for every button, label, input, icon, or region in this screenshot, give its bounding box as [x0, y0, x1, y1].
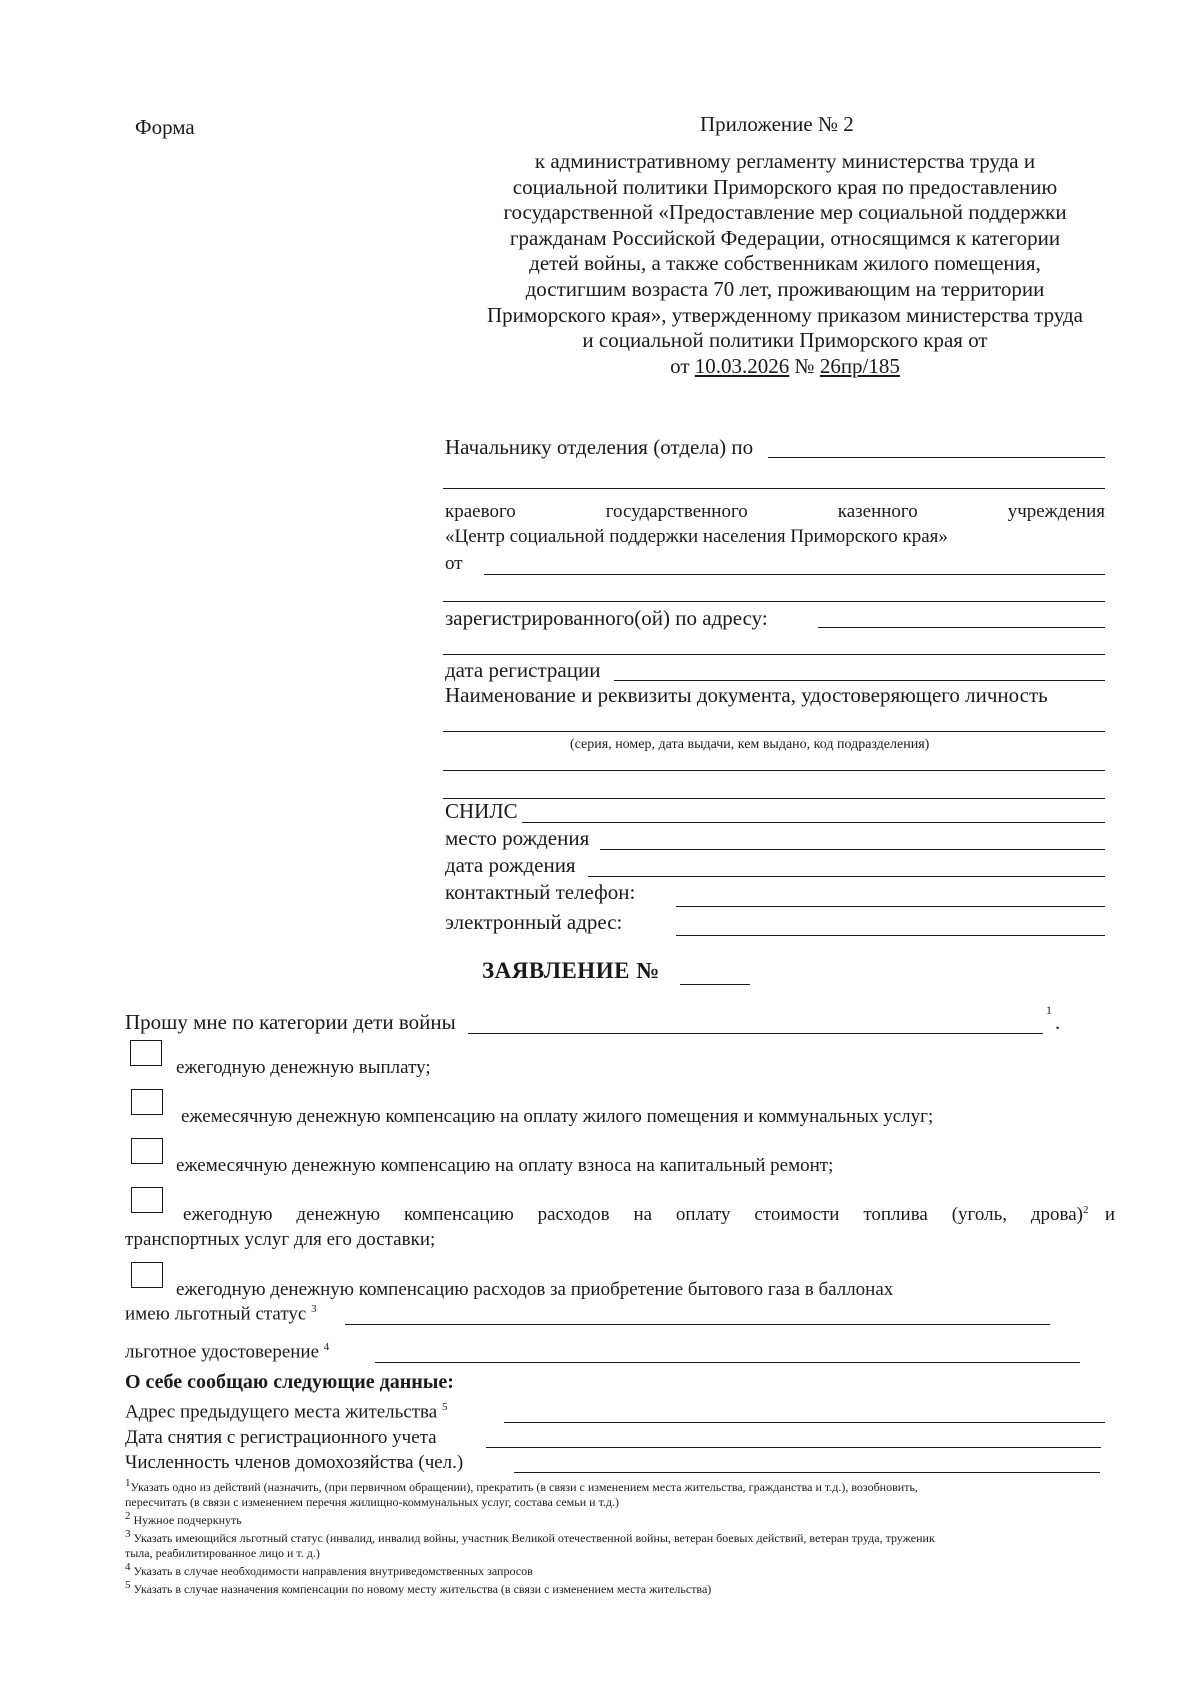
benefit-status-field[interactable] [345, 1324, 1050, 1325]
fuel-tail: и [1104, 1204, 1115, 1225]
registered-address-field[interactable] [818, 627, 1105, 628]
about-heading: О себе сообщаю следующие данные: [125, 1371, 454, 1393]
option-checkbox[interactable] [131, 1262, 163, 1288]
household-size-label: Численность членов домохозяйства (чел.) [125, 1452, 464, 1473]
appendix-line: гражданам Российской Федерации, относящимся к категории [509, 225, 1061, 250]
benefit-certificate-field[interactable] [375, 1362, 1080, 1363]
benefit-status-label: имею льготный статус $^3$ [125, 1303, 317, 1325]
appendix-title: Приложение № 2 [700, 112, 854, 136]
appendix-line: к административному регламенту министерства труда и [534, 149, 1036, 173]
order-reference: от 10.03.2026 № 26пр/185 [670, 353, 900, 378]
institution-line: краевого государственного казенного учреждения [445, 501, 1105, 522]
order-number: 26пр/185 [819, 353, 900, 378]
request-action-field[interactable] [468, 1033, 1043, 1034]
department-field-2[interactable] [443, 488, 1105, 489]
id-document-field-2[interactable] [443, 770, 1105, 771]
id-document-label: Наименование и реквизиты документа, удостоверяющего личность [445, 683, 1048, 707]
id-document-field[interactable] [443, 731, 1105, 732]
footnote-3: $^3$ Указать имеющийся льготный статус (инвалид, инвалид войны, участник Великой отечественной войны, ветеран боевых действий, ветеран труда, труженик тыла, реабилитированное лицо и т. д.) [125, 1528, 935, 1560]
benefit-certificate-label: льготное удостоверение $^4$ [125, 1341, 330, 1363]
deregistration-date-field[interactable] [486, 1447, 1101, 1448]
footnote-1: $^1$Указать одно из действий (назначить, (при первичном обращении), прекратить (в связи с изменением места жительства, гражданства и т.д.), возобновить, пересчитать (в связи с изменением перечня жилищно-коммунальных услуг, состава семьи и т.д.) [125, 1477, 918, 1509]
order-date: 10.03.2026 [694, 353, 790, 378]
request-label: Прошу мне по категории дети войны [125, 1010, 456, 1034]
deregistration-date-label: Дата снятия с регистрационного учета [125, 1427, 437, 1448]
phone-label: контактный телефон: [445, 880, 636, 904]
option-fuel-continuation: транспортных услуг для его доставки; [125, 1229, 436, 1250]
registered-address-field-2[interactable] [443, 654, 1105, 655]
option-capital-repair: ежемесячную денежную компенсацию на оплату взноса на капитальный ремонт; [176, 1155, 834, 1176]
option-checkbox[interactable] [131, 1089, 163, 1115]
appendix-line: детей войны, а также собственникам жилого помещения, [529, 251, 1041, 276]
footnote-4: $^4$ Указать в случае необходимости направления внутриведомственных запросов [125, 1561, 533, 1578]
registration-date-label: дата регистрации [445, 658, 601, 682]
registered-address-label: зарегистрированного(ой) по адресу: [445, 606, 768, 630]
birth-place-label: место рождения [445, 826, 590, 850]
option-checkbox[interactable] [130, 1040, 162, 1066]
institution-name: «Центр социальной поддержки населения Приморского края» [445, 526, 948, 547]
email-label: электронный адрес: [445, 910, 623, 934]
department-field[interactable] [768, 457, 1105, 458]
snils-field[interactable] [522, 822, 1105, 823]
option-fuel-line [183, 1204, 1115, 1226]
footnote-2: $^2$ Нужное подчеркнуть [125, 1510, 242, 1527]
applicant-name-field[interactable] [484, 574, 1105, 575]
appendix-line: Приморского края», утвержденному приказом министерства труда [487, 302, 1083, 327]
statement-title: ЗАЯВЛЕНИЕ № [482, 958, 660, 983]
statement-number-field[interactable] [680, 984, 750, 985]
option-gas-cylinders: ежегодную денежную компенсацию расходов за приобретение бытового газа в баллонах [176, 1279, 894, 1300]
snils-label: СНИЛС [445, 799, 518, 823]
applicant-name-field-2[interactable] [443, 601, 1105, 602]
household-size-field[interactable] [514, 1472, 1100, 1473]
fuel-footnote-ref: 2 [1083, 1204, 1089, 1216]
prev-address-field[interactable] [504, 1422, 1105, 1423]
option-fuel: ежегодную денежную компенсацию расходов на оплату стоимости топлива (уголь, дрова) [183, 1204, 1083, 1226]
option-checkbox[interactable] [131, 1138, 163, 1164]
email-field[interactable] [676, 935, 1105, 936]
footnote-5: $^5$ Указать в случае назначения компенсации по новому месту жительства (в связи с изменением места жительства) [125, 1579, 712, 1596]
prev-address-label: Адрес предыдущего места жительства $^5$ [125, 1401, 448, 1423]
appendix-description [440, 149, 1130, 379]
id-document-field-3[interactable] [443, 798, 1105, 799]
appendix-line: государственной «Предоставление мер социальной поддержки [503, 200, 1067, 225]
appendix-line: и социальной политики Приморского края от [582, 328, 988, 353]
appendix-line: социальной политики Приморского края по предоставлению [512, 174, 1058, 199]
birth-date-field[interactable] [588, 876, 1105, 877]
request-footnote-ref: 1 [1046, 1003, 1052, 1017]
from-label: от [445, 553, 463, 574]
option-checkbox[interactable] [131, 1187, 163, 1213]
registration-date-field[interactable] [614, 680, 1105, 681]
birth-date-label: дата рождения [445, 853, 576, 877]
birth-place-field[interactable] [600, 849, 1105, 850]
option-housing-compensation: ежемесячную денежную компенсацию на оплату жилого помещения и коммунальных услуг; [181, 1106, 934, 1127]
to-head-label: Начальнику отделения (отдела) по [445, 435, 754, 459]
form-label: Форма [135, 115, 195, 139]
phone-field[interactable] [676, 906, 1105, 907]
option-annual-payment: ежегодную денежную выплату; [176, 1057, 431, 1078]
id-document-hint: (серия, номер, дата выдачи, кем выдано, код подразделения) [570, 737, 930, 752]
request-end: . [1055, 1010, 1061, 1034]
appendix-line: достигшим возраста 70 лет, проживающим на территории [525, 276, 1045, 301]
